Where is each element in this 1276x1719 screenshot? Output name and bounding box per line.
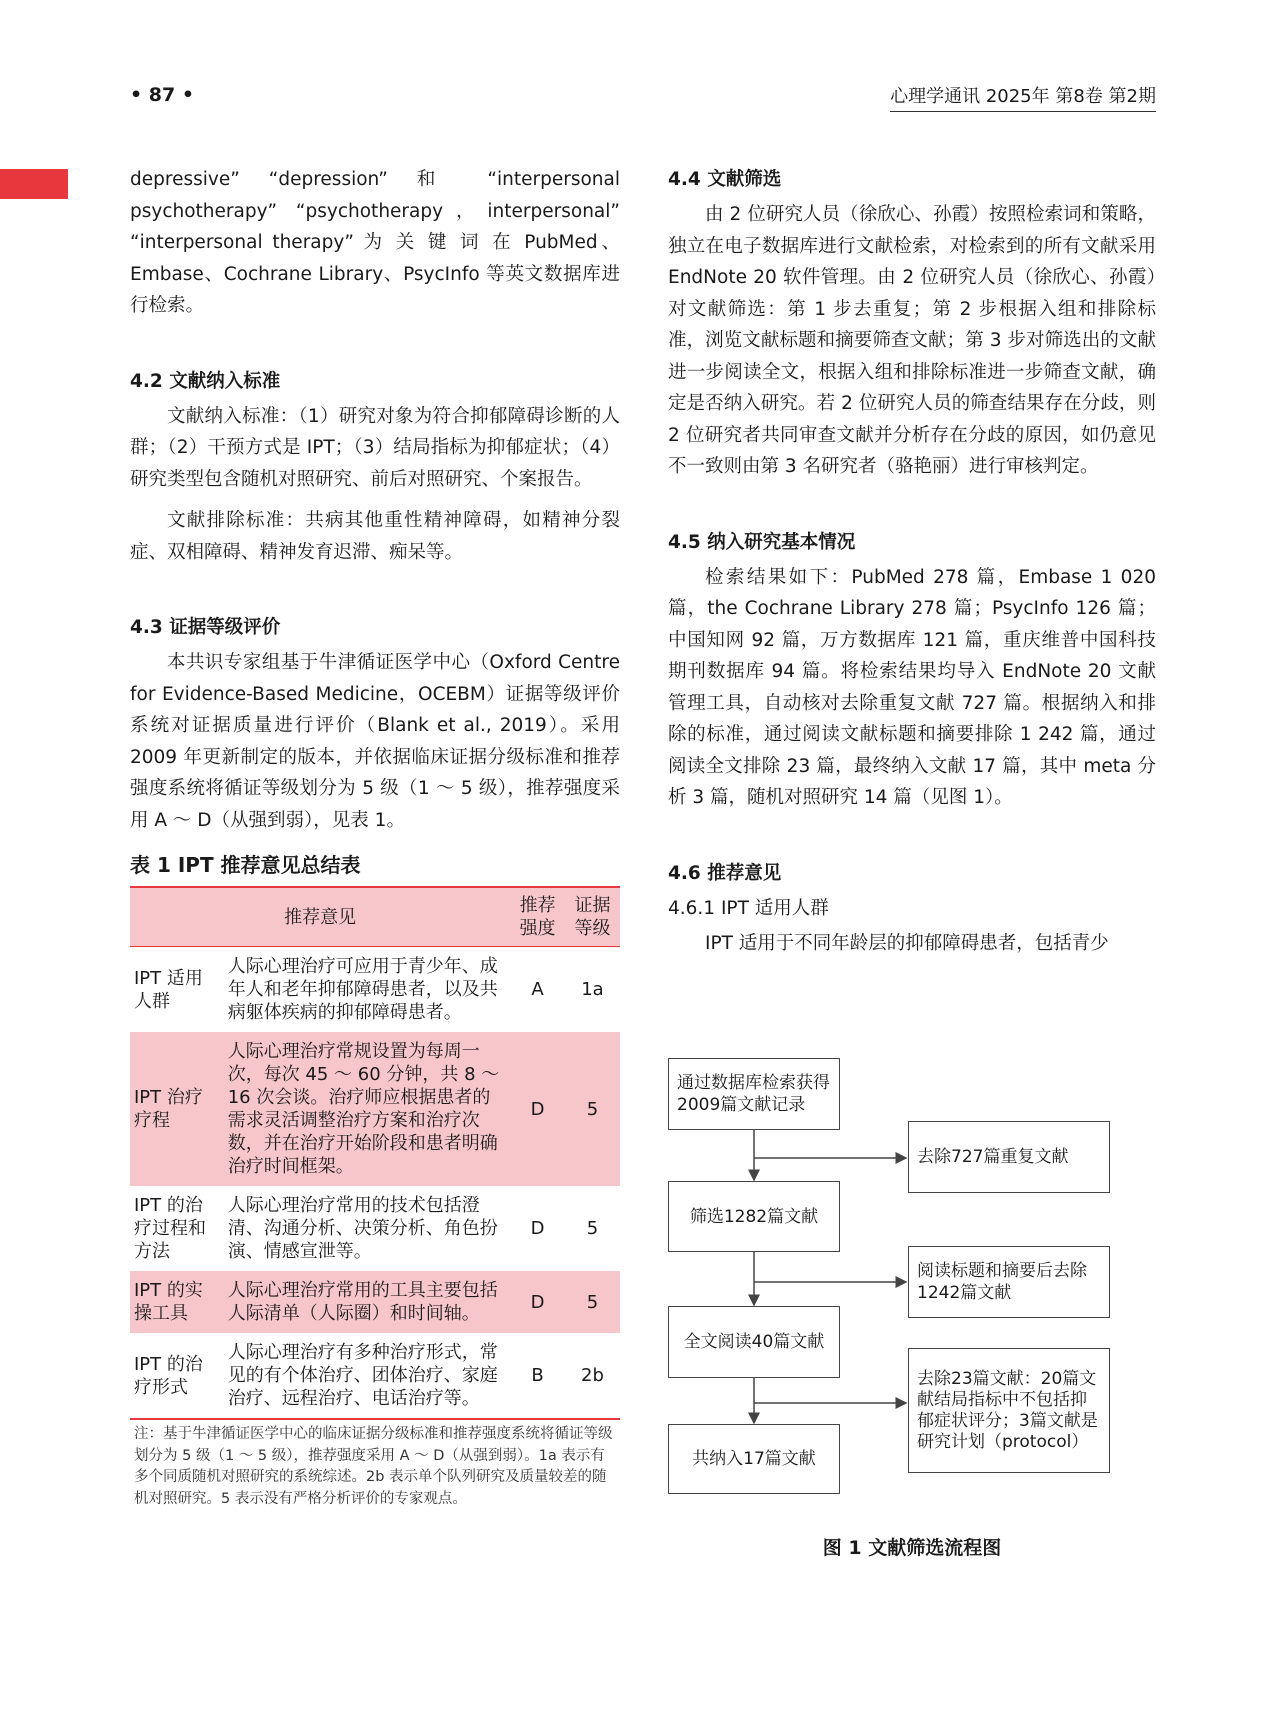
row-category: IPT 的实操工具: [130, 1271, 224, 1333]
table-row: [130, 947, 620, 1033]
table-row: [130, 1186, 620, 1271]
table-row: [130, 1032, 620, 1186]
applicable-population-paragraph: IPT 适用于不同年龄层的抑郁障碍患者，包括青少: [705, 932, 1109, 954]
row-strength: B: [510, 1333, 565, 1419]
row-recommendation: 人际心理治疗有多种治疗形式，常见的有个体治疗、团体治疗、家庭治疗、远程治疗、电话治疗等。: [224, 1333, 511, 1419]
row-recommendation: 人际心理治疗常用的技术包括澄清、沟通分析、决策分析、角色扮演、情感宣泄等。: [227, 1195, 498, 1262]
row-level: 5: [565, 1032, 620, 1186]
header-recommendation: 推荐意见: [130, 887, 510, 947]
row-strength: D: [530, 1218, 545, 1239]
table-row: [130, 1271, 620, 1333]
right-column: [668, 164, 1156, 959]
screening-paragraph: 由 2 位研究人员（徐欣心、孙霞）按照检索词和策略，独立在电子数据库进行文献检索，对检索到的所有文献采用 EndNote 20 软件管理。由 2 位研究人员（徐欣心、孙霞）对文献筛选：第 1 步去重复；第 2 步根据入组和排除标准，浏览文献标题和摘要筛查文献；第 3 步对筛选出的文献进一步阅读全文，根据入组和排除标准进一步筛查文献，确定是否纳入研究。若 2 位研究人员的筛查结果存在分歧，则 2 位研究者共同审查文献并分析存在分歧的原因，如仍意见不一致则由第 3 名研究者（骆艳丽）进行审核判定。: [668, 204, 1156, 477]
red-margin-tab: [0, 169, 68, 199]
row-strength: A: [531, 979, 544, 1000]
row-category: IPT 适用人群: [134, 967, 203, 1012]
page-number: • 87 •: [130, 84, 194, 106]
row-recommendation: 人际心理治疗可应用于青少年、成年人和老年抑郁障碍患者，以及共病躯体疾病的抑郁障碍患者。: [227, 956, 498, 1023]
table-title: 表 1 IPT 推荐意见总结表: [130, 853, 361, 877]
figure-caption: 图 1 文献筛选流程图: [822, 1537, 1002, 1559]
flow-side-abstract-excluded: 阅读标题和摘要后去除1242篇文献: [908, 1246, 1110, 1318]
screening-flowchart: [668, 1050, 1156, 1490]
header-evidence: 证据等级: [565, 887, 620, 947]
inclusion-criteria: 文献纳入标准：（1）研究对象为符合抑郁障碍诊断的人群；（2）干预方式是 IPT；（3）结局指标为抑郁症状；（4）研究类型包含随机对照研究、前后对照研究、个案报告。: [130, 405, 620, 490]
section-4-5-title: 4.5 纳入研究基本情况: [668, 531, 856, 553]
recommendation-table: [130, 886, 620, 1420]
intro-paragraph: depressive” “depression” 和 “interpersonal psychotherapy” “psychotherapy，interpersonal” “interpersonal therapy” 为 关 键 词 在 PubMed、Embase、Cochrane Library、PsycInfo 等英文数据库进行检索。: [130, 169, 620, 316]
exclusion-criteria: 文献排除标准：共病其他重性精神障碍，如精神分裂症、双相障碍、精神发育迟滞、痴呆等。: [130, 510, 620, 563]
row-level: 1a: [581, 979, 604, 1000]
table-row: [130, 1333, 620, 1419]
section-4-6-1-title: 4.6.1 IPT 适用人群: [668, 897, 829, 919]
row-level: 2b: [565, 1333, 620, 1419]
section-4-3-title: 4.3 证据等级评价: [130, 617, 281, 638]
included-studies-paragraph: 检索结果如下：PubMed 278 篇，Embase 1 020 篇，the Cochrane Library 278 篇；PsycInfo 126 篇；中国知网 92 篇，万方数据库 121 篇，重庆维普中国科技期刊数据库 94 篇。将检索结果均导入 EndNote 20 文献管理工具，自动核对去除重复文献 727 篇。根据纳入和排除的标准，通过阅读文献标题和摘要排除 1 242 篇，通过阅读全文排除 23 篇，最终纳入文献 17 篇，其中 meta 分析 3 篇，随机对照研究 14 篇（见图 1）。: [668, 566, 1156, 808]
row-recommendation: 人际心理治疗常规设置为每周一次，每次 45 ～ 60 分钟，共 8 ～ 16 次会谈。治疗师应根据患者的需求灵活调整治疗方案和治疗次数，并在治疗开始阶段和患者明确治疗时间框架。: [224, 1032, 511, 1186]
row-strength: D: [510, 1032, 565, 1186]
table-note: 注：基于牛津循证医学中心的临床证据分级标准和推荐强度系统将循证等级划分为 5 级（1 ～ 5 级），推荐强度采用 A ～ D（从强到弱）。1a 表示有多个同质随机对照研究的系统综述。2b 表示单个队列研究及质量较差的随机对照研究。5 表示没有严格分析评价的专家观点。: [134, 1426, 613, 1507]
flow-side-duplicates: 去除727篇重复文献: [908, 1121, 1110, 1193]
section-4-2-title: 4.2 文献纳入标准: [130, 370, 281, 392]
flow-box-fulltext: 全文阅读40篇文献: [668, 1306, 840, 1378]
section-4-6-title: 4.6 推荐意见: [668, 862, 782, 884]
flow-box-search: 通过数据库检索获得2009篇文献记录: [668, 1058, 840, 1130]
header-strength: 推荐强度: [510, 887, 565, 947]
flow-box-screen: 筛选1282篇文献: [668, 1181, 840, 1252]
row-strength: D: [510, 1271, 565, 1333]
flow-side-fulltext-excluded: 去除23篇文献：20篇文献结局指标中不包括抑郁症状评分；3篇文献是研究计划（protocol）: [908, 1348, 1110, 1473]
row-category: IPT 治疗疗程: [130, 1032, 224, 1186]
row-recommendation: 人际心理治疗常用的工具主要包括人际清单（人际圈）和时间轴。: [224, 1271, 511, 1333]
left-column: [130, 164, 620, 1510]
flow-box-included: 共纳入17篇文献: [668, 1424, 840, 1494]
row-category: IPT 的治疗过程和方法: [134, 1195, 206, 1262]
row-category: IPT 的治疗形式: [130, 1333, 224, 1419]
section-4-4-title: 4.4 文献筛选: [668, 169, 782, 190]
row-level: 5: [586, 1218, 599, 1239]
running-header: 心理学通讯 2025年 第8卷 第2期: [890, 82, 1156, 112]
evidence-grading-paragraph: 本共识专家组基于牛津循证医学中心（Oxford Centre for Evidence-Based Medicine，OCEBM）证据等级评价系统对证据质量进行评价（Blank et al., 2019）。采用 2009 年更新制定的版本，并依据临床证据分级标准和推荐强度系统将循证等级划分为 5 级（1 ～ 5 级），推荐强度采用 A ～ D（从强到弱），见表 1。: [130, 652, 620, 831]
row-level: 5: [565, 1271, 620, 1333]
